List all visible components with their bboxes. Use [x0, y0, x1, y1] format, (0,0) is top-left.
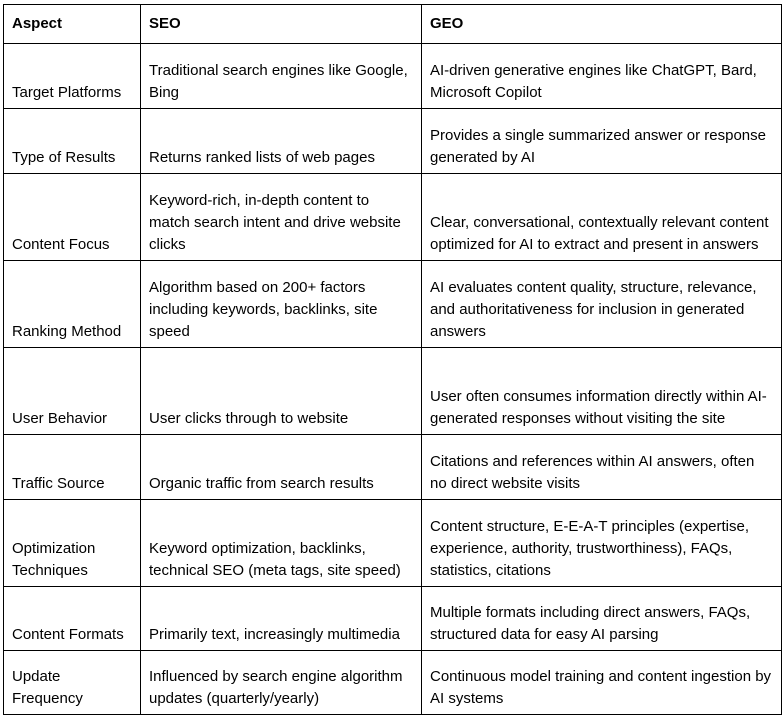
- geo-cell: Provides a single summarized answer or response generated by AI: [422, 109, 782, 174]
- aspect-cell: Type of Results: [4, 109, 141, 174]
- header-aspect: Aspect: [4, 5, 141, 44]
- seo-cell: Traditional search engines like Google, Bing: [141, 44, 422, 109]
- seo-cell: User clicks through to website: [141, 348, 422, 435]
- comparison-table: [3, 4, 782, 715]
- table-row: [4, 587, 782, 651]
- seo-cell: Returns ranked lists of web pages: [141, 109, 422, 174]
- seo-cell: Organic traffic from search results: [141, 435, 422, 500]
- aspect-cell: User Behavior: [4, 348, 141, 435]
- geo-cell: User often consumes information directly within AI-generated responses without visiting the site: [422, 348, 782, 435]
- table-row: [4, 44, 782, 109]
- seo-cell: Algorithm based on 200+ factors including keywords, backlinks, site speed: [141, 261, 422, 348]
- aspect-cell: Ranking Method: [4, 261, 141, 348]
- header-row: [4, 5, 782, 44]
- table-row: [4, 109, 782, 174]
- aspect-cell: Traffic Source: [4, 435, 141, 500]
- geo-cell: Multiple formats including direct answers, FAQs, structured data for easy AI parsing: [422, 587, 782, 651]
- aspect-cell: Content Focus: [4, 174, 141, 261]
- aspect-cell: Target Platforms: [4, 44, 141, 109]
- geo-cell: Citations and references within AI answers, often no direct website visits: [422, 435, 782, 500]
- aspect-cell: Content Formats: [4, 587, 141, 651]
- geo-cell: AI evaluates content quality, structure, relevance, and authoritativeness for inclusion in generated answers: [422, 261, 782, 348]
- geo-cell: Content structure, E-E-A-T principles (expertise, experience, authority, trustworthiness), FAQs, statistics, citations: [422, 500, 782, 587]
- table-row: [4, 174, 782, 261]
- table-row: [4, 500, 782, 587]
- seo-cell: Influenced by search engine algorithm updates (quarterly/yearly): [141, 651, 422, 715]
- aspect-cell: Optimization Techniques: [4, 500, 141, 587]
- aspect-cell: Update Frequency: [4, 651, 141, 715]
- seo-cell: Keyword-rich, in-depth content to match search intent and drive website clicks: [141, 174, 422, 261]
- geo-cell: Clear, conversational, contextually relevant content optimized for AI to extract and present in answers: [422, 174, 782, 261]
- geo-cell: Continuous model training and content ingestion by AI systems: [422, 651, 782, 715]
- table-row: [4, 348, 782, 435]
- seo-cell: Primarily text, increasingly multimedia: [141, 587, 422, 651]
- geo-cell: AI-driven generative engines like ChatGPT, Bard, Microsoft Copilot: [422, 44, 782, 109]
- table-row: [4, 651, 782, 715]
- table-row: [4, 261, 782, 348]
- header-geo: GEO: [422, 5, 782, 44]
- header-seo: SEO: [141, 5, 422, 44]
- seo-cell: Keyword optimization, backlinks, technical SEO (meta tags, site speed): [141, 500, 422, 587]
- table-row: [4, 435, 782, 500]
